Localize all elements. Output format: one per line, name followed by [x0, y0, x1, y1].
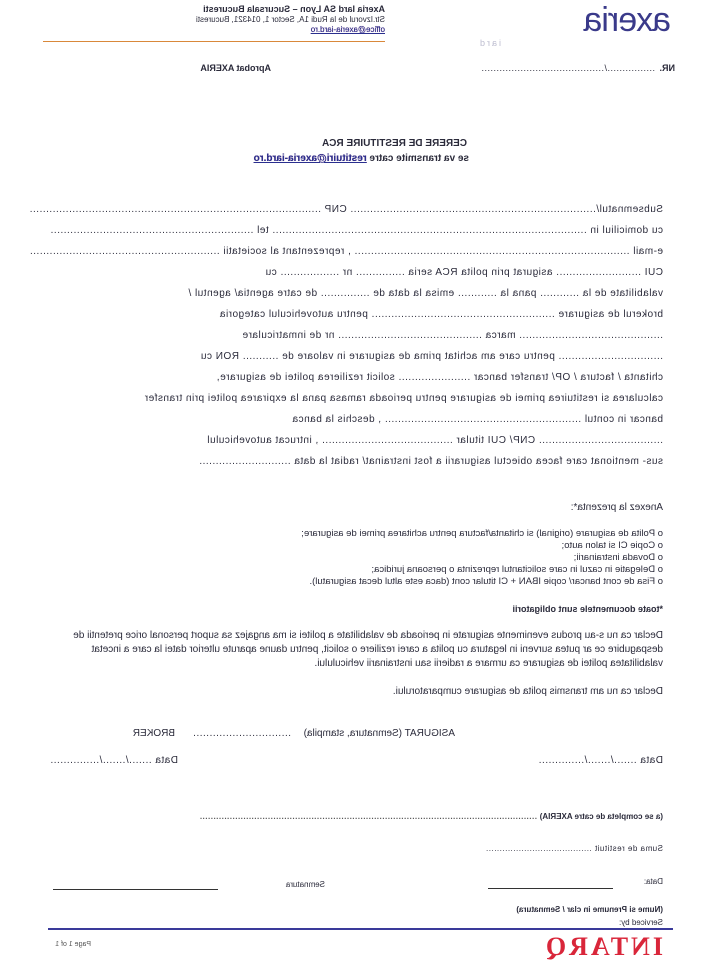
- annex-item: o Polita de asigurare (original) si chitanta/factura pentru achitarea primei de asigurare;: [301, 528, 663, 540]
- axeria-date-label: Data:: [643, 877, 663, 886]
- company-address: Str.Izvorul de la Rudi 1A, Sector 1, 014321, Bucuresti: [196, 15, 385, 24]
- nr-label: NR.: [659, 63, 675, 73]
- axeria-logo-sub: iard: [477, 38, 501, 48]
- refund-amount-line: Suma de restituit .......................................: [485, 844, 663, 853]
- insured-date: Data ......./......./..............: [538, 755, 663, 766]
- form-line: valabilitate de la ............ pana la ............ emisa la data de ............... de catre agentia/ agentul /: [187, 288, 663, 299]
- axeria-signature-line: [53, 889, 218, 890]
- broker-label: BROKER: [132, 728, 175, 739]
- axeria-signature-label: Semnatura: [285, 880, 325, 889]
- header-rule: [43, 41, 385, 42]
- footer-rule: [48, 928, 673, 930]
- form-subtitle: [254, 153, 469, 164]
- form-line: sus- mentionat care facea obiectul asigurarii a fost instrainat/ radiat la data ............................: [198, 456, 663, 467]
- form-line: calcularea si restituirea primei de asigurare pentru perioada ramasa pana la expirarea politei prin transfer: [144, 393, 663, 404]
- annex-note: *toate documentele sunt obligatorii: [512, 604, 663, 614]
- name-signature-label: (Nume si Prenume in clar / Semnatura): [516, 905, 663, 914]
- form-line: chitanta / factura / OP/ transfer bancar ...................... solicit rezilierea politei de asigurare,: [216, 372, 663, 383]
- form-line: ............................................ marca ............................................ nr de inmatriculare: [242, 330, 663, 341]
- form-line: bancar in contul ............................................................ , deschis la banca: [292, 414, 663, 425]
- declaration-paragraph-2: Declar ca nu am transmis polita de asigurare cumparatorului.: [392, 686, 663, 697]
- axeria-section-title-text: (a se completa de catre AXERIA): [539, 812, 663, 821]
- annex-item: o Fisa de cont bancar/ copie IBAN + CI titular cont (daca este altul decat asiguratul).: [301, 576, 663, 588]
- form-line: ................................ pentru care am achitat prima de asigurare in valoare de ........... RON cu: [200, 351, 663, 362]
- annex-title: Anexez la prezenta*:: [570, 502, 663, 513]
- company-name: Axeria Iard SA Lyon – Sucursala Bucuresti: [203, 4, 385, 14]
- company-email[interactable]: office@axeria-iard.ro: [310, 25, 385, 34]
- form-line: CUI .......................... asigurat prin polita RCA seria ............... nr .................. cu: [265, 267, 663, 278]
- axeria-logo: axeria: [584, 1, 671, 39]
- declaration-paragraph: Declar ca nu s-au produs evenimente asigurate in perioada de valabilitate a politei si ma angajez sa suport personal orice pretentii de despagubire ce ar putea surveni in legatura cu polita a carei reziliere o solicit, pentru daune aparute ulterior datei la care a incetat valabilitatea politei de asigurare ca urmare a radierii sau instrainarii vehiculului.: [73, 630, 663, 669]
- insured-signature-label: ASIGURAT (Semnatura, stampila): [303, 728, 455, 739]
- axeria-section-title: (a se completa de catre AXERIA) ............................................................................................................................: [199, 812, 663, 821]
- form-line: Subsemnatul/........................................................................... CNP .........................................................................................: [29, 204, 663, 215]
- subtitle-email[interactable]: restituiri@axeria-iard.ro: [253, 153, 367, 164]
- subtitle-prefix: se va transmite catre: [366, 153, 469, 164]
- form-title: CERERE DE RESTITUIRE RCA: [321, 138, 467, 149]
- form-line: ...................................... CNP/ CUI titular ........................................ , intrucat autovehiculul: [206, 435, 663, 446]
- form-line: e-mail .................................................................................... , reprezentant al societatii ..........................................................: [29, 246, 663, 257]
- annex-item: o Dovada instrainarii;: [301, 552, 663, 564]
- form-line: brokerul de asigurare ........................................................ pentru autovehiculul categoria: [219, 309, 663, 320]
- broker-date: Data ......./......./...............: [49, 755, 178, 766]
- axeria-date-line: [488, 888, 613, 889]
- intarq-logo: INTARQ: [542, 932, 663, 961]
- annex-item: o Delegatie in cazul in care solicitantul reprezinta o persoana juridica;: [301, 564, 663, 576]
- annex-item: o Copie CI si talon auto;: [301, 540, 663, 552]
- insured-signature-line: ..............................: [192, 728, 291, 739]
- approved-label: Aprobat AXERIA: [200, 63, 271, 73]
- annex-list: [301, 528, 663, 588]
- serviced-by-label: Serviced by:: [618, 918, 663, 927]
- page-number: Page 1 of 1: [55, 941, 91, 948]
- form-line: cu domiciliul in ................................................................................................ tel ..............................................................: [50, 225, 663, 236]
- nr-value: ................/.........................................: [480, 63, 655, 73]
